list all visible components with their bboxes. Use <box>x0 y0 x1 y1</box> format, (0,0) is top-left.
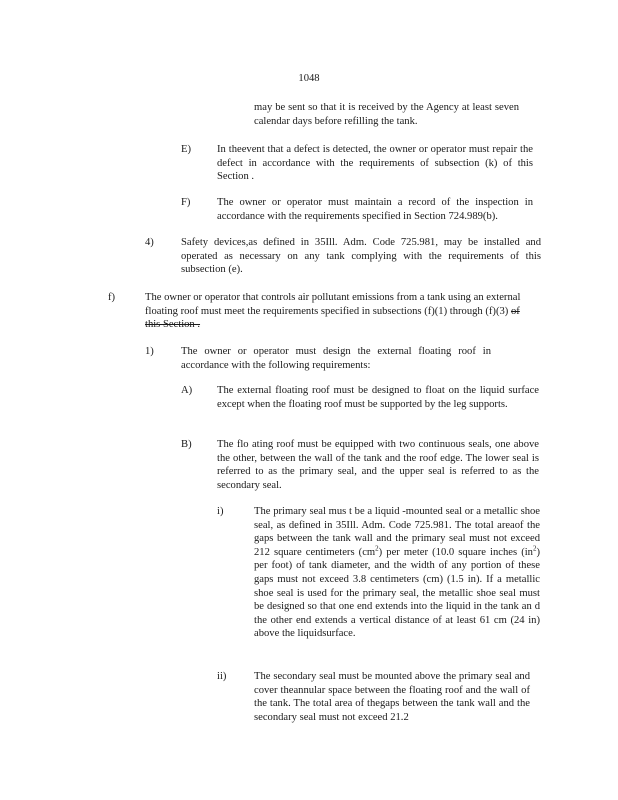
superscript: 2 <box>532 544 537 553</box>
page-number: 1048 <box>298 73 320 84</box>
paragraph-text: may be sent so that it is received by the Agency at least seven calendar days before refilling the tank. <box>254 102 519 127</box>
struck-text: of this Section . <box>145 305 520 331</box>
paragraph-label: F) <box>181 197 191 208</box>
paragraph-label: i) <box>217 506 224 517</box>
paragraph-body: ) per meter (10.0 square inches (in <box>378 546 533 558</box>
paragraph-label: 1) <box>145 346 154 357</box>
paragraph-text: Safety devices,as defined in 35Ill. Adm. Code 725.981, may be installed and operated as necessary on any tank complying with the requirements of this subsection (e). <box>181 237 541 276</box>
paragraph-label: B) <box>181 439 192 450</box>
paragraph-text: In theevent that a defect is detected, the owner or operator must repair the defect in accordance with the requirements of subsection (k) of this Section . <box>217 144 533 183</box>
paragraph-text <box>254 505 540 641</box>
paragraph-label: 4) <box>145 237 154 248</box>
paragraph-body: ) per foot) of tank diameter, and the width of any portion of these gaps must not exceed 3.8 centimeters (cm) (1.5 in). If a metallic shoe seal is used for the primary seal, the metallic shoe seal must be designed so that one end extends into the liquid in the tank an d the other end extends a vertical distance of at least 61 cm (24 in) above the liquidsurface. <box>254 546 540 640</box>
paragraph-text: The flo ating roof must be equipped with two continuous seals, one above the other, between the wall of the tank and the roof edge. The lower seal is referred to as the primary seal, and the upper seal is referred to as the secondary seal. <box>217 439 539 491</box>
paragraph-label: A) <box>181 385 193 396</box>
paragraph-text <box>145 291 531 332</box>
paragraph-label: f) <box>108 292 116 303</box>
paragraph-text: The external floating roof must be designed to float on the liquid surface except when the floating roof must be supported by the leg supports. <box>217 385 539 410</box>
paragraph-body: The primary seal mus t be a liquid -mounted seal or a metallic shoe seal, as defined in 35Ill. Adm. Code 725.981. The total areaof the gaps between the tank wall and the primary seal must not exceed 212 square centimeters (cm <box>254 506 540 558</box>
paragraph-label: E) <box>181 144 191 155</box>
paragraph-text: The secondary seal must be mounted above the primary seal and cover theannular space between the floating roof and the wall of the tank. The total area of thegaps between the tank wall and the secondary seal must not exceed 21.2 <box>254 671 530 723</box>
paragraph-text: The owner or operator must maintain a record of the inspection in accordance with the requirements specified in Section 724.989(b). <box>217 197 533 222</box>
superscript: 2 <box>375 544 379 553</box>
paragraph-body: The owner or operator that controls air pollutant emissions from a tank using an external floating roof must meet the requirements specified in subsections (f)(1) through (f)(3) <box>145 292 521 317</box>
paragraph-label: ii) <box>217 671 227 682</box>
paragraph-text: The owner or operator must design the external floating roof in accordance with the following requirements: <box>181 346 491 371</box>
